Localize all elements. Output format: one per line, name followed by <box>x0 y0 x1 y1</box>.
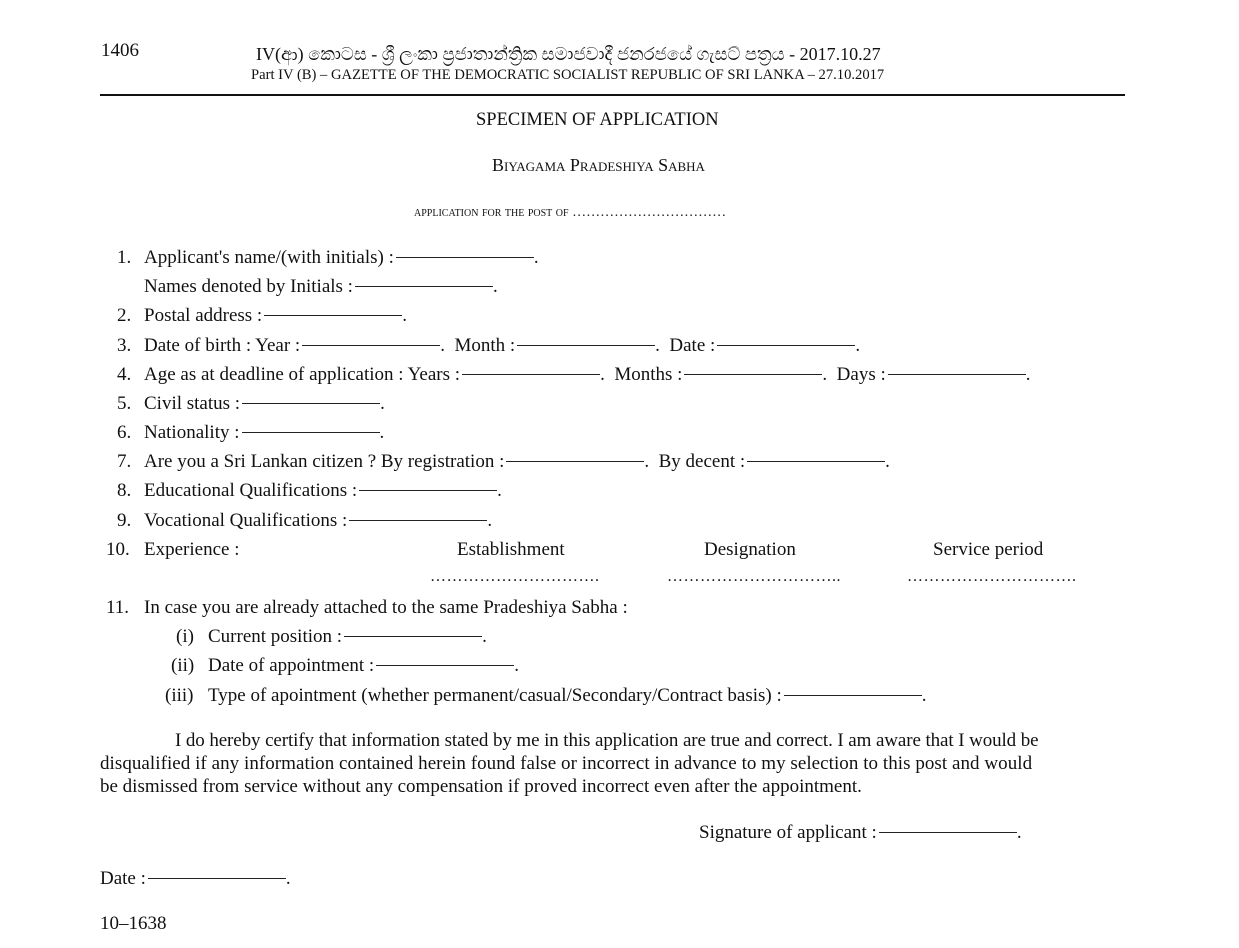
item-label: Are you a Sri Lankan citizen ? By registration : <box>144 451 505 472</box>
date-blank[interactable] <box>148 878 286 879</box>
subitem: Date of appointment : . <box>208 655 519 676</box>
reference-number: 10–1638 <box>100 913 167 934</box>
fill-in-blank[interactable] <box>264 315 402 316</box>
item-number: 4. <box>117 364 132 385</box>
item-label: Vocational Qualifications : <box>144 510 348 531</box>
item-number: 10. <box>106 539 130 560</box>
item-label: Date of appointment : <box>208 655 375 676</box>
item-label: Date : <box>669 335 716 356</box>
item-label: Postal address : <box>144 305 263 326</box>
item-number: 6. <box>117 422 132 443</box>
list-item: Educational Qualifications : . <box>144 480 502 501</box>
item-label: By decent : <box>658 451 746 472</box>
subitem: Current position : . <box>208 626 487 647</box>
subitem-number: (i) <box>176 626 194 647</box>
experience-label: Experience : <box>144 539 240 560</box>
list-item: Nationality : . <box>144 422 385 443</box>
list-item: Age as at deadline of application : Years : . Months : . Days : . <box>144 364 1031 385</box>
council-name: Biyagama Pradeshiya Sabha <box>492 155 705 175</box>
item-label: Days : <box>836 364 886 385</box>
designation-dots[interactable]: ………………………….. <box>667 568 841 585</box>
fill-in-blank[interactable] <box>684 374 822 375</box>
item-number: 8. <box>117 480 132 501</box>
establishment-dots[interactable]: …………………………. <box>430 568 600 585</box>
document-title: SPECIMEN OF APPLICATION <box>476 110 719 130</box>
list-item: Names denoted by Initials : . <box>144 276 498 297</box>
column-header-establishment: Establishment <box>457 539 565 560</box>
header-rule <box>100 94 1125 96</box>
item-number: 7. <box>117 451 132 472</box>
fill-in-blank[interactable] <box>359 490 497 491</box>
declaration-line-2: disqualified if any information contained herein found false or incorrect in advance to my selection to this post and would <box>100 753 1033 774</box>
column-header-designation: Designation <box>704 539 796 560</box>
item-number: 1. <box>117 247 132 268</box>
list-item: Date of birth : Year : . Month : . Date : . <box>144 335 861 356</box>
list-item: Civil status : . <box>144 393 385 414</box>
date-label: Date : <box>100 868 146 889</box>
fill-in-blank[interactable] <box>344 636 482 637</box>
fill-in-blank[interactable] <box>888 374 1026 375</box>
attached-question: In case you are already attached to the same Pradeshiya Sabha : <box>144 597 628 618</box>
fill-in-blank[interactable] <box>349 520 487 521</box>
fill-in-blank[interactable] <box>506 461 644 462</box>
service-period-dots[interactable]: …………………………. <box>907 568 1077 585</box>
item-label: Type of apointment (whether permanent/casual/Secondary/Contract basis) : <box>208 685 782 706</box>
fill-in-blank[interactable] <box>302 345 440 346</box>
list-item: Are you a Sri Lankan citizen ? By registration : . By decent : . <box>144 451 890 472</box>
item-number: 5. <box>117 393 132 414</box>
item-number: 3. <box>117 335 132 356</box>
declaration-line-3: be dismissed from service without any compensation if proved incorrect even after the appointment. <box>100 776 862 797</box>
post-line: application for the post of …………………………… <box>414 205 727 220</box>
fill-in-blank[interactable] <box>717 345 855 346</box>
date-field: Date : . <box>100 868 291 889</box>
item-label: Civil status : <box>144 393 241 414</box>
subitem-number: (ii) <box>171 655 195 676</box>
fill-in-blank[interactable] <box>242 432 380 433</box>
fill-in-blank[interactable] <box>517 345 655 346</box>
item-number: 9. <box>117 510 132 531</box>
item-label: Educational Qualifications : <box>144 480 358 501</box>
item-label: Current position : <box>208 626 343 647</box>
column-header-service-period: Service period <box>933 539 1044 560</box>
signature-label: Signature of applicant : <box>699 822 877 843</box>
subitem: Type of apointment (whether permanent/casual/Secondary/Contract basis) : . <box>208 685 927 706</box>
fill-in-blank[interactable] <box>376 665 514 666</box>
subitem-number: (iii) <box>165 685 194 706</box>
fill-in-blank[interactable] <box>355 286 493 287</box>
item-number: 2. <box>117 305 132 326</box>
item-label: Date of birth : Year : <box>144 335 301 356</box>
gazette-header-sinhala: IV(ආ) කොටස - ශ්‍රී ලංකා ප්‍රජාතාන්ත්‍රික සමාජවාදී ජනරජයේ ගැසට් පත්‍රය - 2017.10.27 <box>256 44 881 64</box>
list-item: Applicant's name/(with initials) : . <box>144 247 539 268</box>
page-number: 1406 <box>101 40 139 61</box>
item-label: Age as at deadline of application : Years : <box>144 364 461 385</box>
item-label: Applicant's name/(with initials) : <box>144 247 394 268</box>
list-item: Postal address : . <box>144 305 407 326</box>
fill-in-blank[interactable] <box>462 374 600 375</box>
item-label: Nationality : <box>144 422 240 443</box>
item-label: Names denoted by Initials : <box>144 276 353 297</box>
signature-blank[interactable] <box>879 832 1017 833</box>
declaration-line-1: I do hereby certify that information stated by me in this application are true and correct. I am aware that I would be <box>175 730 1039 751</box>
item-label: Month : <box>454 335 516 356</box>
gazette-header-english: Part IV (B) – GAZETTE OF THE DEMOCRATIC SOCIALIST REPUBLIC OF SRI LANKA – 27.10.2017 <box>251 67 885 83</box>
list-item: Vocational Qualifications : . <box>144 510 493 531</box>
fill-in-blank[interactable] <box>784 695 922 696</box>
fill-in-blank[interactable] <box>396 257 534 258</box>
fill-in-blank[interactable] <box>242 403 380 404</box>
item-label: Months : <box>614 364 683 385</box>
signature-field: Signature of applicant : . <box>699 822 1022 843</box>
fill-in-blank[interactable] <box>747 461 885 462</box>
item-number: 11. <box>106 597 130 618</box>
